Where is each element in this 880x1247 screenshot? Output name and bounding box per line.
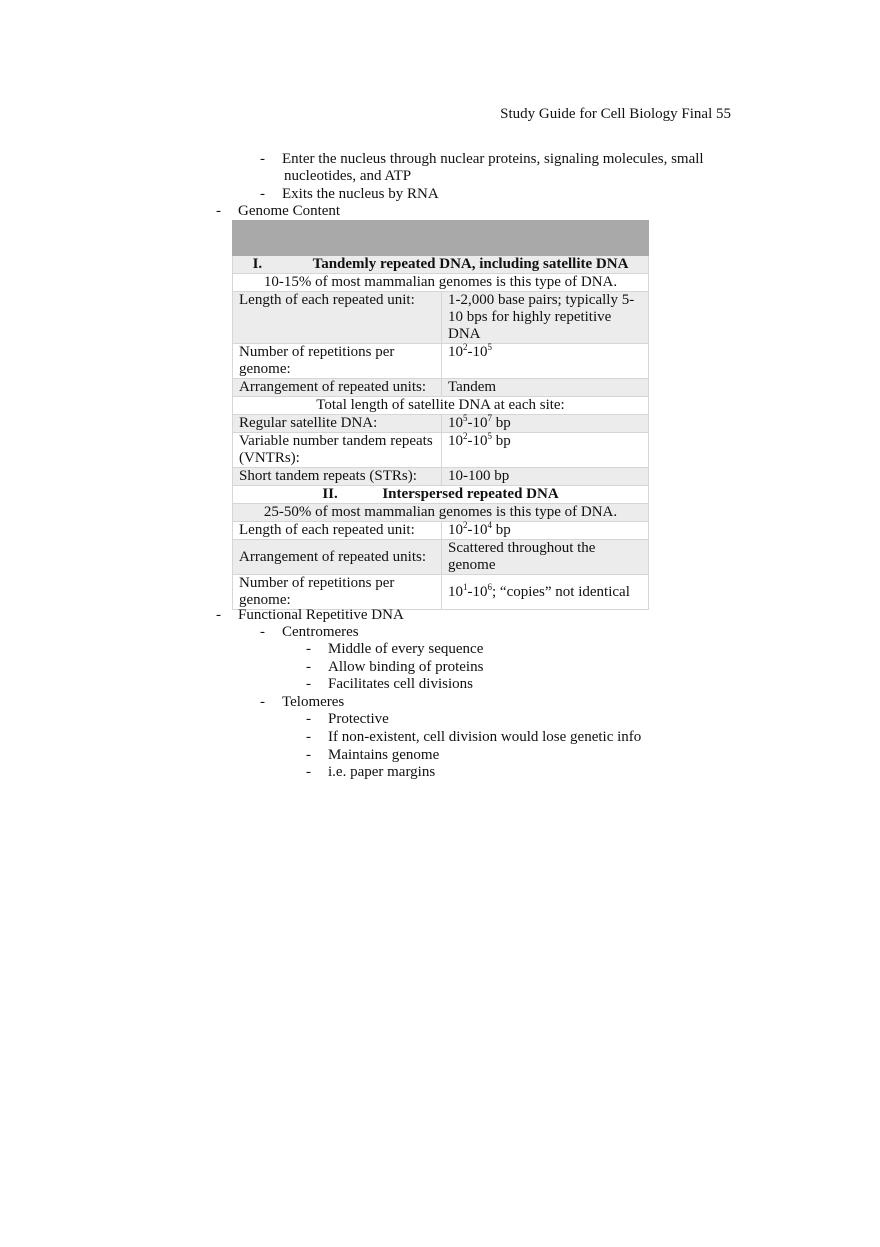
list-item: Middle of every sequence bbox=[328, 641, 484, 657]
row-value: $10^2-10^5$ bp bbox=[442, 433, 649, 468]
bullet-dash: - bbox=[216, 203, 221, 219]
row-label: Arrangement of repeated units: bbox=[233, 540, 442, 575]
table-row bbox=[233, 379, 649, 397]
genome-content-heading: Genome Content bbox=[238, 203, 341, 219]
bullet-dash: - bbox=[260, 151, 265, 167]
list-item: Protective bbox=[328, 711, 389, 727]
page-header: Study Guide for Cell Biology Final 55 bbox=[500, 106, 731, 122]
bullet-dash: - bbox=[216, 607, 221, 623]
section-2-note: 25-50% of most mammalian genomes is this type of DNA. bbox=[233, 504, 649, 522]
bullet-nucleus-entry-cont: nucleotides, and ATP bbox=[284, 168, 412, 184]
table-row bbox=[233, 540, 649, 575]
bullet-dash: - bbox=[306, 764, 311, 780]
row-value: $10^2-10^4$ bp bbox=[442, 522, 649, 540]
bullet-nucleus-entry: Enter the nucleus through nuclear proteins, signaling molecules, small bbox=[282, 151, 704, 167]
list-item: i.e. paper margins bbox=[328, 764, 436, 780]
row-value: $10^1-10^6$; “copies” not identical bbox=[442, 575, 649, 610]
row-value: Tandem bbox=[442, 379, 649, 397]
list-item: If non-existent, cell division would lose genetic info bbox=[328, 729, 642, 745]
bullet-dash: - bbox=[260, 186, 265, 202]
bullet-dash: - bbox=[260, 694, 265, 710]
telomeres-label: Telomeres bbox=[282, 694, 345, 710]
row-label: Regular satellite DNA: bbox=[233, 415, 442, 433]
section-heading-row bbox=[233, 256, 649, 274]
centromeres-label: Centromeres bbox=[282, 624, 359, 640]
table-row bbox=[233, 415, 649, 433]
row-label: Short tandem repeats (STRs): bbox=[233, 468, 442, 486]
table-row bbox=[233, 344, 649, 379]
section-1-note: 10-15% of most mammalian genomes is this type of DNA. bbox=[233, 274, 649, 292]
table-banner bbox=[233, 221, 649, 256]
section-1-heading: I. Tandemly repeated DNA, including satellite DNA bbox=[233, 256, 649, 274]
list-item: Allow binding of proteins bbox=[328, 659, 484, 675]
bullet-dash: - bbox=[306, 641, 311, 657]
table-row bbox=[233, 274, 649, 292]
list-item: Facilitates cell divisions bbox=[328, 676, 473, 692]
bullet-nucleus-exit: Exits the nucleus by RNA bbox=[282, 186, 439, 202]
table-row bbox=[233, 397, 649, 415]
row-label: Number of repetitions per genome: bbox=[233, 344, 442, 379]
satellite-length-note: Total length of satellite DNA at each site: bbox=[233, 397, 649, 415]
row-label: Length of each repeated unit: bbox=[233, 292, 442, 344]
table-row bbox=[233, 575, 649, 610]
section-heading-row bbox=[233, 486, 649, 504]
genome-content-table bbox=[232, 220, 649, 610]
row-label: Arrangement of repeated units: bbox=[233, 379, 442, 397]
table-row bbox=[233, 504, 649, 522]
row-label: Number of repetitions per genome: bbox=[233, 575, 442, 610]
row-value: 10-100 bp bbox=[442, 468, 649, 486]
row-value: $10^5-10^7$ bp bbox=[442, 415, 649, 433]
bullet-dash: - bbox=[306, 747, 311, 763]
list-item: Maintains genome bbox=[328, 747, 440, 763]
bullet-dash: - bbox=[306, 659, 311, 675]
row-value: 1-2,000 base pairs; typically 5- 10 bps for highly repetitive DNA bbox=[442, 292, 649, 344]
table-row bbox=[233, 433, 649, 468]
bullet-dash: - bbox=[306, 711, 311, 727]
row-value: Scattered throughout the genome bbox=[442, 540, 649, 575]
row-label: Length of each repeated unit: bbox=[233, 522, 442, 540]
table-row bbox=[233, 292, 649, 344]
bullet-dash: - bbox=[306, 676, 311, 692]
table-row bbox=[233, 522, 649, 540]
row-value: $10^2-10^5$ bbox=[442, 344, 649, 379]
functional-heading: Functional Repetitive DNA bbox=[238, 607, 404, 623]
bullet-dash: - bbox=[260, 624, 265, 640]
bullet-dash: - bbox=[306, 729, 311, 745]
table-row bbox=[233, 468, 649, 486]
section-2-heading: II. Interspersed repeated DNA bbox=[233, 486, 649, 504]
row-label: Variable number tandem repeats (VNTRs): bbox=[233, 433, 442, 468]
